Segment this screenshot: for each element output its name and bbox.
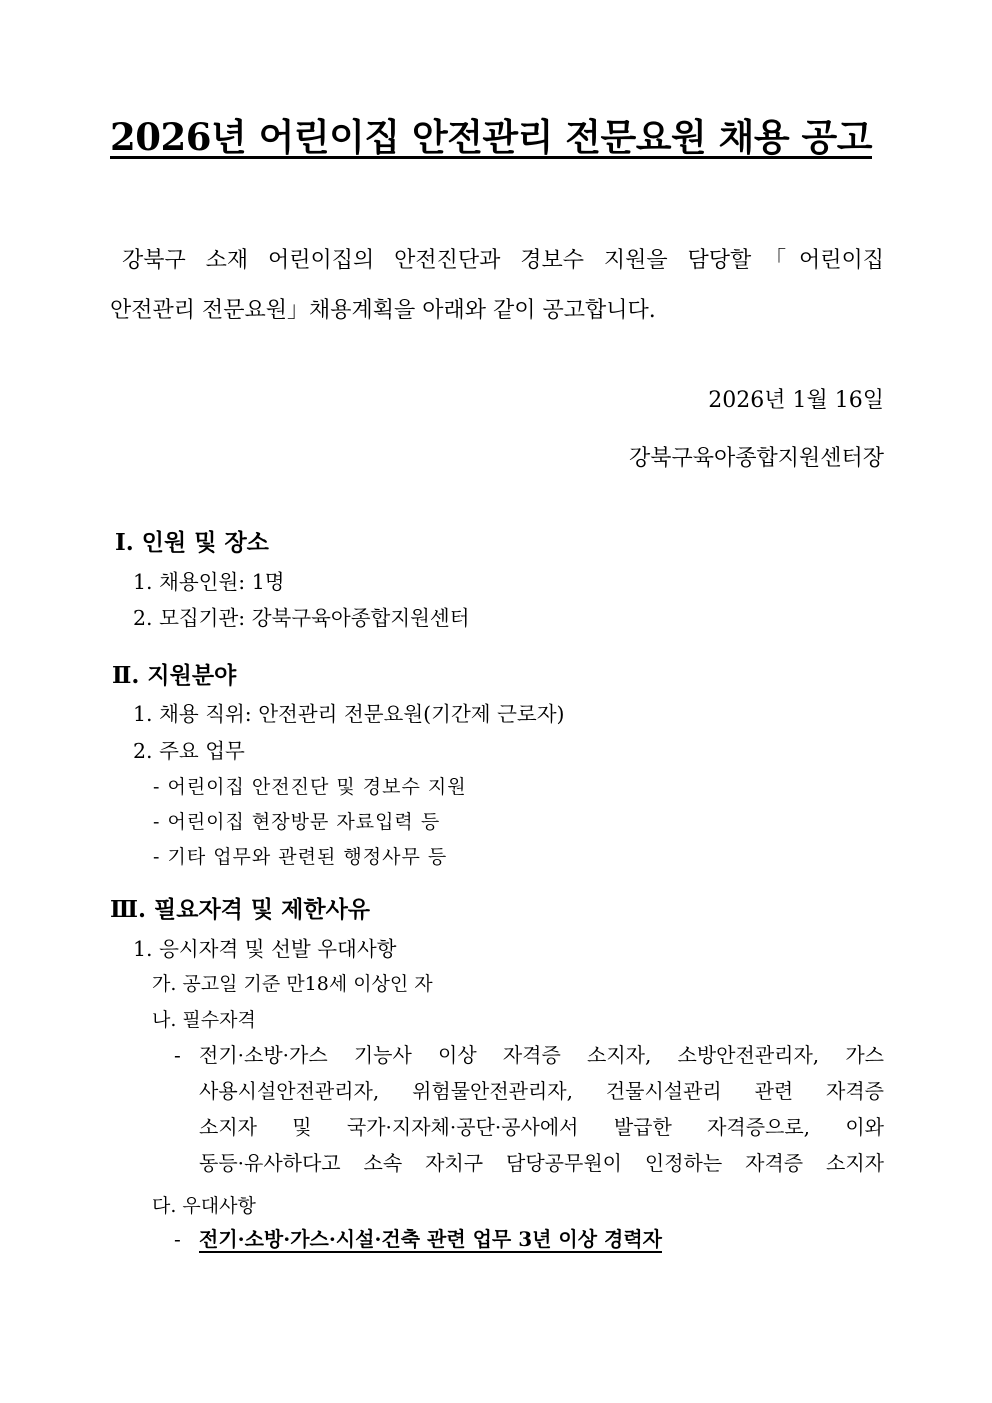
criteria-na: 나. 필수자격	[152, 1009, 256, 1031]
qualification-line-2: 사용시설안전관리자, 위험물안전관리자, 건물시설관리 관련 자격증	[199, 1079, 884, 1103]
qualification-line-3: 소지자 및 국가·지자체·공단·공사에서 발급한 자격증으로, 이와	[199, 1115, 884, 1139]
duty-item-3: - 기타 업무와 관련된 행정사무 등	[153, 846, 448, 868]
preference-text: 전기·소방·가스·시설·건축 관련 업무 3년 이상 경력자	[199, 1227, 662, 1251]
qualification-line-1: 전기·소방·가스 기능사 이상 자격증 소지자, 소방안전관리자, 가스	[199, 1043, 884, 1067]
intro-line-1: 강북구 소재 어린이집의 안전진단과 경보수 지원을 담당할「어린이집	[122, 248, 884, 273]
section-3-heading: Ⅲ. 필요자격 및 제한사유	[110, 896, 371, 923]
duty-item-2: - 어린이집 현장방문 자료입력 등	[153, 811, 441, 833]
section-2-item-1: 1. 채용 직위: 안전관리 전문요원(기간제 근로자)	[133, 702, 565, 726]
section-3-item-1: 1. 응시자격 및 선발 우대사항	[133, 937, 397, 961]
section-1-item-1: 1. 채용인원: 1명	[133, 570, 285, 594]
preference-dash: -	[174, 1227, 181, 1251]
announcement-date: 2026년 1월 16일	[708, 388, 884, 413]
section-2-item-2: 2. 주요 업무	[133, 739, 245, 763]
qualification-dash: -	[174, 1043, 181, 1067]
page-title: 2026년 어린이집 안전관리 전문요원 채용 공고	[110, 115, 872, 159]
intro-line-2: 안전관리 전문요원」채용계획을 아래와 같이 공고합니다.	[110, 298, 656, 323]
section-1-heading: Ⅰ. 인원 및 장소	[115, 529, 269, 556]
criteria-da: 다. 우대사항	[152, 1195, 256, 1217]
qualification-line-4: 동등·유사하다고 소속 자치구 담당공무원이 인정하는 자격증 소지자	[199, 1151, 884, 1175]
duty-item-1: - 어린이집 안전진단 및 경보수 지원	[153, 776, 467, 798]
section-2-heading: Ⅱ. 지원분야	[112, 662, 237, 689]
criteria-ga: 가. 공고일 기준 만18세 이상인 자	[152, 973, 433, 995]
issuer-name: 강북구육아종합지원센터장	[628, 446, 884, 471]
section-1-item-2: 2. 모집기관: 강북구육아종합지원센터	[133, 606, 470, 630]
